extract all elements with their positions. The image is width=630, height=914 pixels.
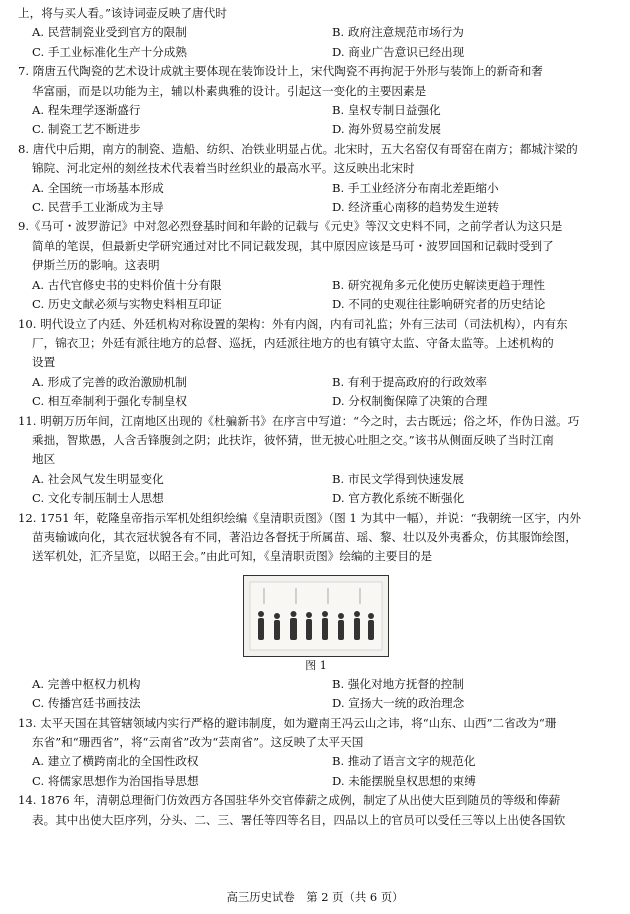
question-stem-line: 13. 太平天国在其管辖领域内实行严格的避讳制度，如为避南王冯云山之讳，将“山东、山西”二省改为“珊 <box>18 715 557 730</box>
question-8-options <box>18 179 614 218</box>
question-12-options <box>18 675 614 714</box>
question-stem-line: 伊斯兰历的影响。这表明 <box>32 258 160 273</box>
option-d[interactable]: D. 未能摆脱皇权思想的束缚 <box>332 773 476 788</box>
question-11 <box>18 412 614 509</box>
option-b[interactable]: B. 推动了语言文字的规范化 <box>332 754 476 769</box>
question-8 <box>18 140 614 218</box>
option-a[interactable]: A. 完善中枢权力机构 <box>32 676 141 691</box>
option-c[interactable]: C. 文化专制压制士人思想 <box>32 491 164 506</box>
option-b[interactable]: B. 市民文学得到快速发展 <box>332 471 464 486</box>
page-footer: 高三历史试卷 第 2 页（共 6 页） <box>226 890 404 904</box>
option-c[interactable]: C. 民营手工业渐成为主导 <box>32 200 164 215</box>
question-stem-line: 表。其中出使大臣序列，分头、二、三、署任等四等名目，四品以上的官员可以受任三等以上出使各国钦 <box>32 812 566 827</box>
question-stem-line: 9.《马可・波罗游记》中对忽必烈登基时间和年龄的记载与《元史》等汉文史料不同，之前学者认为这只是 <box>18 219 563 234</box>
option-a[interactable]: A. 建立了横跨南北的全国性政权 <box>32 754 199 769</box>
question-stem-line: 8. 唐代中后期，南方的制瓷、造船、纺织、冶铁业明显占优。北宋时，五大名窑仅有哥窑在南方；都城汴梁的 <box>18 141 578 156</box>
question-9-options <box>18 276 614 315</box>
option-b[interactable]: B. 皇权专制日益强化 <box>332 103 441 118</box>
question-7 <box>18 62 614 140</box>
question-stem-line: 苗夷输诚向化，其衣冠状貌各有不同，著沿边各督抚于所属苗、瑶、黎、壮以及外夷番众，仿其服饰绘图， <box>32 529 577 544</box>
question-6-stem-end: 上，将与买人看。”该诗词壶反映了唐代时 <box>18 6 227 20</box>
option-a[interactable]: A. 民营制瓷业受到官方的限制 <box>32 25 187 40</box>
figure-1-painting <box>243 575 389 657</box>
question-stem-line: 送军机处，汇齐呈览，以昭王会。”由此可知，《皇清职贡图》绘编的主要目的是 <box>32 549 433 564</box>
option-b[interactable]: B. 政府注意规范市场行为 <box>332 25 464 40</box>
question-stem-line: 设置 <box>32 355 56 370</box>
question-12 <box>18 509 614 714</box>
option-c[interactable]: C. 将儒家思想作为治国指导思想 <box>32 773 199 788</box>
option-a[interactable]: A. 程朱理学逐渐盛行 <box>32 103 141 118</box>
option-d[interactable]: D. 宣扬大一统的政治理念 <box>332 696 465 711</box>
question-13 <box>18 714 614 792</box>
option-a[interactable]: A. 全国统一市场基本形成 <box>32 180 164 195</box>
question-11-options <box>18 470 614 509</box>
tribute-figures-illustration <box>244 576 388 656</box>
question-stem-line: 锦院、河北定州的刻丝技术代表着当时丝织业的最高水平。这反映出北宋时 <box>32 161 415 176</box>
option-a[interactable]: A. 古代官修史书的史料价值十分有限 <box>32 277 222 292</box>
question-stem-line: 7. 隋唐五代陶瓷的艺术设计成就主要体现在装饰设计上，宋代陶瓷不再拘泥于外形与装饰上的新奇和奢 <box>18 64 543 79</box>
figure-caption: 图 1 <box>305 658 327 672</box>
option-d[interactable]: D. 经济重心南移的趋势发生逆转 <box>332 200 499 215</box>
question-9 <box>18 217 614 314</box>
option-b[interactable]: B. 强化对地方抚督的控制 <box>332 676 464 691</box>
option-a[interactable]: A. 社会风气发生明显变化 <box>32 471 164 486</box>
option-a[interactable]: A. 形成了完善的政治激励机制 <box>32 374 187 389</box>
option-b[interactable]: B. 手工业经济分布南北差距缩小 <box>332 180 499 195</box>
question-stem-line: 简单的笔误，但最新史学研究通过对比不同记载发现，其中原因应该是马可・波罗回国和记载时受到了 <box>32 238 554 253</box>
option-c[interactable]: C. 历史文献必须与实物史料相互印证 <box>32 297 222 312</box>
question-stem-line: 地区 <box>32 452 56 467</box>
option-c[interactable]: C. 传播宫廷书画技法 <box>32 696 141 711</box>
question-13-options <box>18 752 614 791</box>
question-6-options <box>18 23 614 62</box>
option-c[interactable]: C. 制瓷工艺不断进步 <box>32 122 141 137</box>
option-d[interactable]: D. 商业广告意识已经出现 <box>332 44 465 59</box>
question-stem-line: 14. 1876 年，清朝总理衙门仿效西方各国驻华外交官俸薪之成例，制定了从出使大臣到随员的等级和俸薪 <box>18 793 561 808</box>
question-14 <box>18 791 614 830</box>
question-stem-line: 乘拙，智欺愚，人含舌锋腹剑之阴；此扶诈，彼怀猜，世无披心吐胆之交。”该书从侧面反映了当时江南 <box>32 432 554 447</box>
option-d[interactable]: D. 海外贸易空前发展 <box>332 122 442 137</box>
question-stem-line: 10. 明代设立了内廷、外廷机构对称设置的架构：外有内阁，内有司礼监；外有三法司（司法机构），内有东 <box>18 316 568 331</box>
exam-page <box>18 4 614 830</box>
question-stem-line: 东省”和“珊西省”，将“云南省”改为“芸南省”。这反映了太平天国 <box>32 735 364 749</box>
question-10-options <box>18 373 614 412</box>
question-7-options <box>18 101 614 140</box>
question-stem-line: 厂，锦衣卫；外廷有派往地方的总督、巡抚，内廷派往地方的也有镇守太监、守备太监等。上述机构的 <box>32 335 554 350</box>
question-stem-line: 华富丽，而是以功能为主，辅以朴素典雅的设计。引起这一变化的主要因素是 <box>32 83 427 98</box>
option-c[interactable]: C. 相互牵制利于强化专制皇权 <box>32 394 187 409</box>
option-d[interactable]: D. 分权制衡保障了决策的合理 <box>332 394 488 409</box>
question-10 <box>18 315 614 412</box>
question-stem-line: 11. 明朝万历年间，江南地区出现的《杜骗新书》在序言中写道：“今之时，去古既远；俗之坏，作伪日滋。巧 <box>18 413 580 428</box>
option-d[interactable]: D. 官方教化系统不断强化 <box>332 491 465 506</box>
question-6-tail <box>18 4 614 62</box>
option-d[interactable]: D. 不同的史观往往影响研究者的历史结论 <box>332 297 546 312</box>
option-c[interactable]: C. 手工业标准化生产十分成熟 <box>32 44 187 59</box>
option-b[interactable]: B. 研究视角多元化使历史解读更趋于理性 <box>332 277 545 292</box>
option-b[interactable]: B. 有利于提高政府的行政效率 <box>332 374 488 389</box>
question-stem-line: 12. 1751 年，乾隆皇帝指示军机处组织绘编《皇清职贡图》（图 1 为其中一幅），并说：“我朝统一区宇，内外 <box>18 510 581 525</box>
